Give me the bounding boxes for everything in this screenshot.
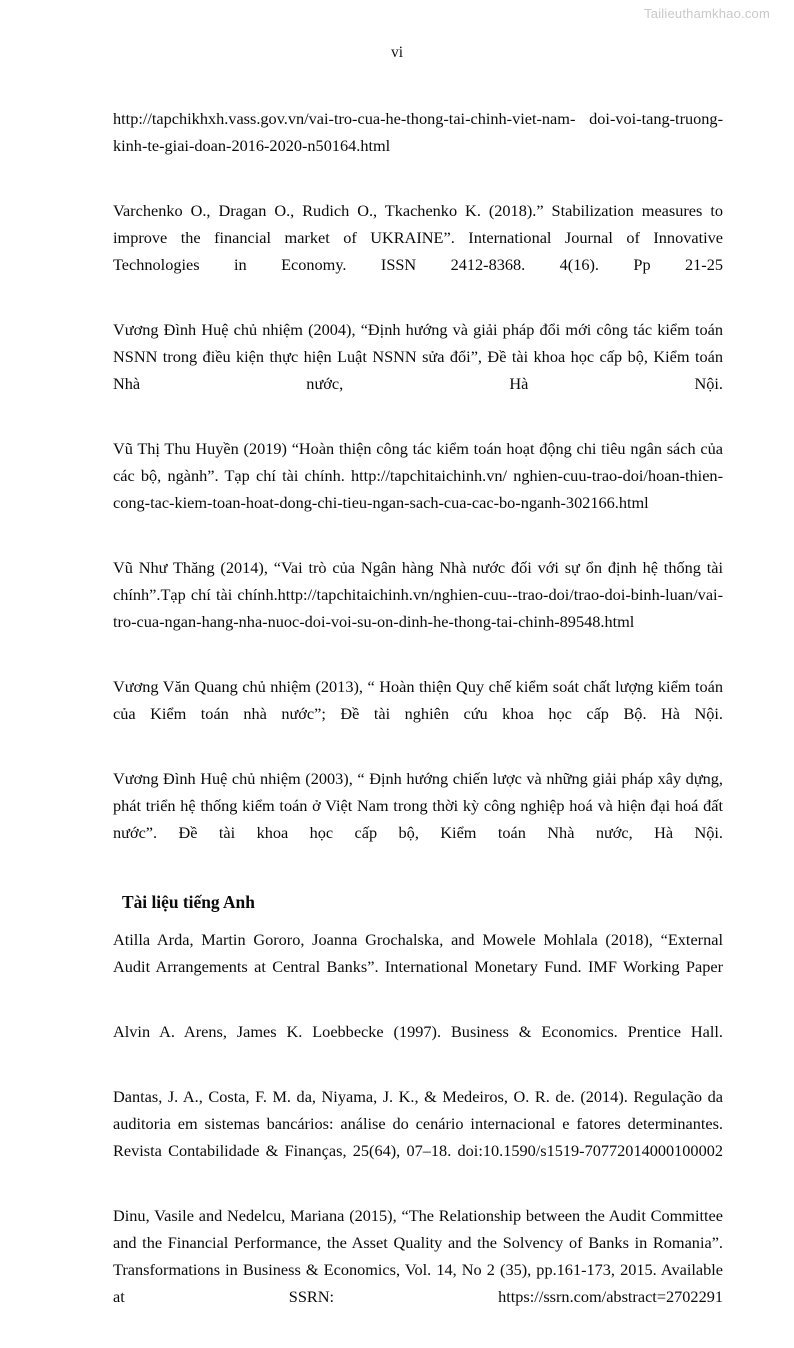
bibliography-entry: Dantas, J. A., Costa, F. M. da, Niyama, J. K., & Medeiros, O. R. de. (2014). Regulação da auditoria em sistemas bancários: análise do cenário internacional e fatores determinantes. Revista Contabilidade & Finanças, 25(64), 07–18. doi:10.1590/s1519-70772014000100002 — [113, 1087, 723, 1160]
bibliography-entry: Vũ Thị Thu Huyền (2019) “Hoàn thiện công tác kiểm toán hoạt động chi tiêu ngân sách của các bộ, ngành”. Tạp chí tài chính. http://tapchitaichinh.vn/ nghien-cuu-trao-doi/hoan-thien-cong-tac-kiem-toan-hoat-dong-chi-tieu-ngan-sach-cua-cac-bo-nganh-302166.html — [113, 439, 723, 512]
bibliography-entry: Atilla Arda, Martin Gororo, Joanna Grochalska, and Mowele Mohlala (2018), “External Audit Arrangements at Central Banks”. International Monetary Fund. IMF Working Paper — [113, 930, 723, 976]
section-heading-english-references: Tài liệu tiếng Anh — [122, 892, 255, 912]
bibliography-entry: Vương Văn Quang chủ nhiệm (2013), “ Hoàn thiện Quy chế kiểm soát chất lượng kiểm toán của Kiểm toán nhà nước”; Đề tài nghiên cứu khoa học cấp Bộ. Hà Nội. — [113, 677, 723, 723]
bibliography-entry: Alvin A. Arens, James K. Loebbecke (1997). Business & Economics. Prentice Hall. — [113, 1022, 723, 1041]
bibliography-entry: Varchenko O., Dragan O., Rudich O., Tkachenko K. (2018).” Stabilization measures to improve the financial market of UKRAINE”. International Journal of Innovative Technologies in Economy. ISSN 2412-8368. 4(16). Pp 21-25 — [113, 201, 723, 274]
bibliography-entry: http://tapchikhxh.vass.gov.vn/vai-tro-cua-he-thong-tai-chinh-viet-nam- doi-voi-tang-truong-kinh-te-giai-doan-2016-2020-n50164.html — [113, 109, 723, 155]
page-number: vi — [390, 44, 404, 61]
bibliography-entry: Vương Đình Huệ chủ nhiệm (2004), “Định hướng và giải pháp đổi mới công tác kiểm toán NSNN trong điều kiện thực hiện Luật NSNN sửa đổi”, Đề tài khoa học cấp bộ, Kiểm toán Nhà nước, Hà Nội. — [113, 320, 723, 393]
bibliography-entry: Dinu, Vasile and Nedelcu, Mariana (2015), “The Relationship between the Audit Committee and the Financial Performance, the Asset Quality and the Solvency of Banks in Romania”. Transformations in Business & Economics, Vol. 14, No 2 (35), pp.161-173, 2015. Available at SSRN: https://ssrn.com/abstract=2702291 — [113, 1206, 723, 1306]
bibliography-entry: Vũ Như Thăng (2014), “Vai trò của Ngân hàng Nhà nước đối với sự ổn định hệ thống tài chính”.Tạp chí tài chính.http://tapchitaichinh.vn/nghien-cuu--trao-doi/trao-doi-binh-luan/vai-tro-cua-ngan-hang-nha-nuoc-doi-voi-su-on-dinh-he-thong-tai-chinh-89548.html — [113, 558, 723, 631]
bibliography-entry: Vương Đình Huệ chủ nhiệm (2003), “ Định hướng chiến lược và những giải pháp xây dựng, phát triển hệ thống kiểm toán ở Việt Nam trong thời kỳ công nghiệp hoá và hiện đại hoá đất nước”. Đề tài khoa học cấp bộ, Kiểm toán Nhà nước, Hà Nội. — [113, 769, 723, 842]
site-watermark: Tailieuthamkhao.com — [644, 6, 770, 21]
bibliography-content — [113, 105, 723, 1348]
